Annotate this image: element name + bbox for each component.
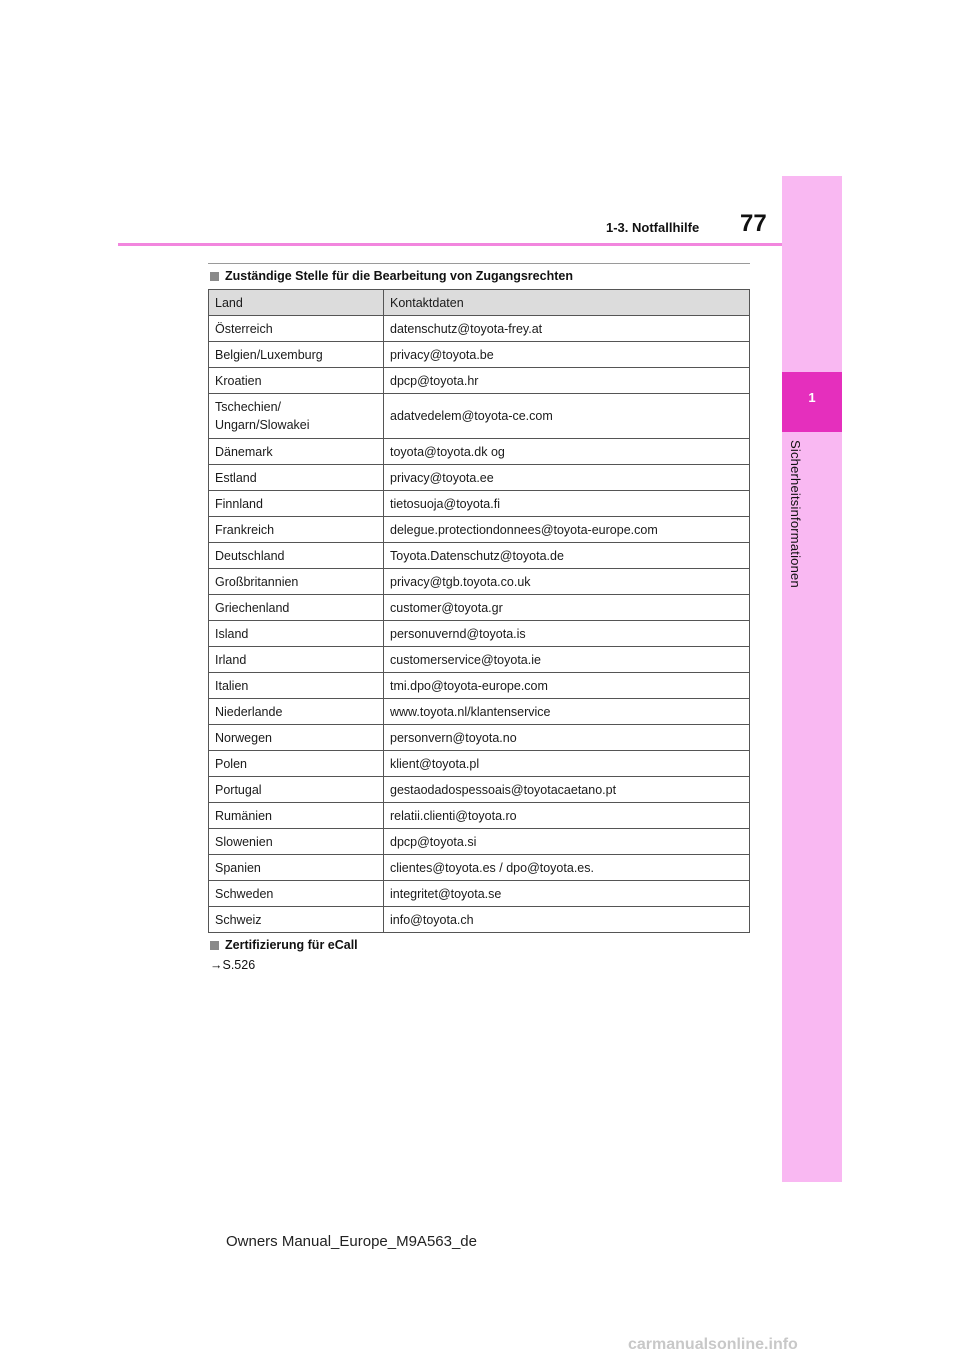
country-cell: Irland [209,647,384,673]
section-title: 1-3. Notfallhilfe [606,220,700,235]
country-cell: Island [209,621,384,647]
contact-cell: privacy@toyota.ee [384,465,750,491]
country-cell: Slowenien [209,829,384,855]
table-row [209,368,750,394]
country-cell: Dänemark [209,439,384,465]
country-cell: Spanien [209,855,384,881]
table-row [209,491,750,517]
table-row [209,394,750,439]
column-header-land: Land [209,290,384,316]
contact-cell: klient@toyota.pl [384,751,750,777]
table-row [209,621,750,647]
footer-manual-id: Owners Manual_Europe_M9A563_de [226,1233,477,1250]
table-row [209,777,750,803]
country-cell: Griechenland [209,595,384,621]
country-cell: Belgien/Luxemburg [209,342,384,368]
table-row [209,725,750,751]
page-number: 77 [740,210,767,237]
table-row [209,751,750,777]
table-row [209,673,750,699]
country-cell: Schweden [209,881,384,907]
country-cell: Rumänien [209,803,384,829]
table-row [209,517,750,543]
country-cell: Finnland [209,491,384,517]
table-row [209,316,750,342]
contact-cell: customerservice@toyota.ie [384,647,750,673]
table-row [209,803,750,829]
contact-cell: Toyota.Datenschutz@toyota.de [384,543,750,569]
country-line-1: Tschechien/ [215,400,282,414]
country-cell: Niederlande [209,699,384,725]
contact-cell: datenschutz@toyota-frey.at [384,316,750,342]
side-tab [782,176,842,1182]
country-cell: Frankreich [209,517,384,543]
table-header-row [209,290,750,316]
square-bullet-icon [210,272,219,281]
contact-cell: privacy@tgb.toyota.co.uk [384,569,750,595]
contact-cell: dpcp@toyota.hr [384,368,750,394]
contact-cell: tietosuoja@toyota.fi [384,491,750,517]
table-row [209,907,750,933]
contact-cell: adatvedelem@toyota-ce.com [384,394,750,439]
table-row [209,647,750,673]
contact-cell: www.toyota.nl/klantenservice [384,699,750,725]
country-cell: Großbritannien [209,569,384,595]
contact-cell: relatii.clienti@toyota.ro [384,803,750,829]
contact-cell: personvern@toyota.no [384,725,750,751]
subsection-heading-text: Zertifizierung für eCall [225,938,358,952]
table-row [209,543,750,569]
header-rule [118,243,782,246]
contact-cell: dpcp@toyota.si [384,829,750,855]
subsection-rule [208,263,750,264]
square-bullet-icon [210,941,219,950]
country-cell [209,394,384,439]
country-cell: Deutschland [209,543,384,569]
country-line-2: Ungarn/Slowakei [215,418,310,432]
side-tab-label: Sicherheitsinformationen [788,440,803,588]
page-reference-link[interactable]: →S.526 [210,958,256,972]
contact-cell: privacy@toyota.be [384,342,750,368]
table-row [209,439,750,465]
contact-cell: customer@toyota.gr [384,595,750,621]
table-row [209,569,750,595]
table-row [209,465,750,491]
subsection-heading-ecall [210,938,358,952]
country-cell: Österreich [209,316,384,342]
contact-cell: delegue.protectiondonnees@toyota-europe.com [384,517,750,543]
table-row [209,855,750,881]
contact-table [208,289,750,933]
watermark: carmanualsonline.info [628,1336,798,1353]
subsection-heading-access-rights [210,269,573,283]
contact-cell: personuvernd@toyota.is [384,621,750,647]
country-cell: Estland [209,465,384,491]
table-row [209,342,750,368]
contact-cell: clientes@toyota.es / dpo@toyota.es. [384,855,750,881]
country-cell: Italien [209,673,384,699]
country-cell: Polen [209,751,384,777]
contact-cell: info@toyota.ch [384,907,750,933]
contact-cell: integritet@toyota.se [384,881,750,907]
table-row [209,829,750,855]
table-row [209,595,750,621]
country-cell: Portugal [209,777,384,803]
side-tab-number: 1 [808,390,816,405]
column-header-kontaktdaten: Kontaktdaten [384,290,750,316]
subsection-heading-text: Zuständige Stelle für die Bearbeitung von Zugangsrechten [225,269,573,283]
country-cell: Norwegen [209,725,384,751]
country-cell: Kroatien [209,368,384,394]
contact-cell: tmi.dpo@toyota-europe.com [384,673,750,699]
contact-cell: toyota@toyota.dk og [384,439,750,465]
country-cell: Schweiz [209,907,384,933]
contact-cell: gestaodadospessoais@toyotacaetano.pt [384,777,750,803]
table-row [209,881,750,907]
table-row [209,699,750,725]
